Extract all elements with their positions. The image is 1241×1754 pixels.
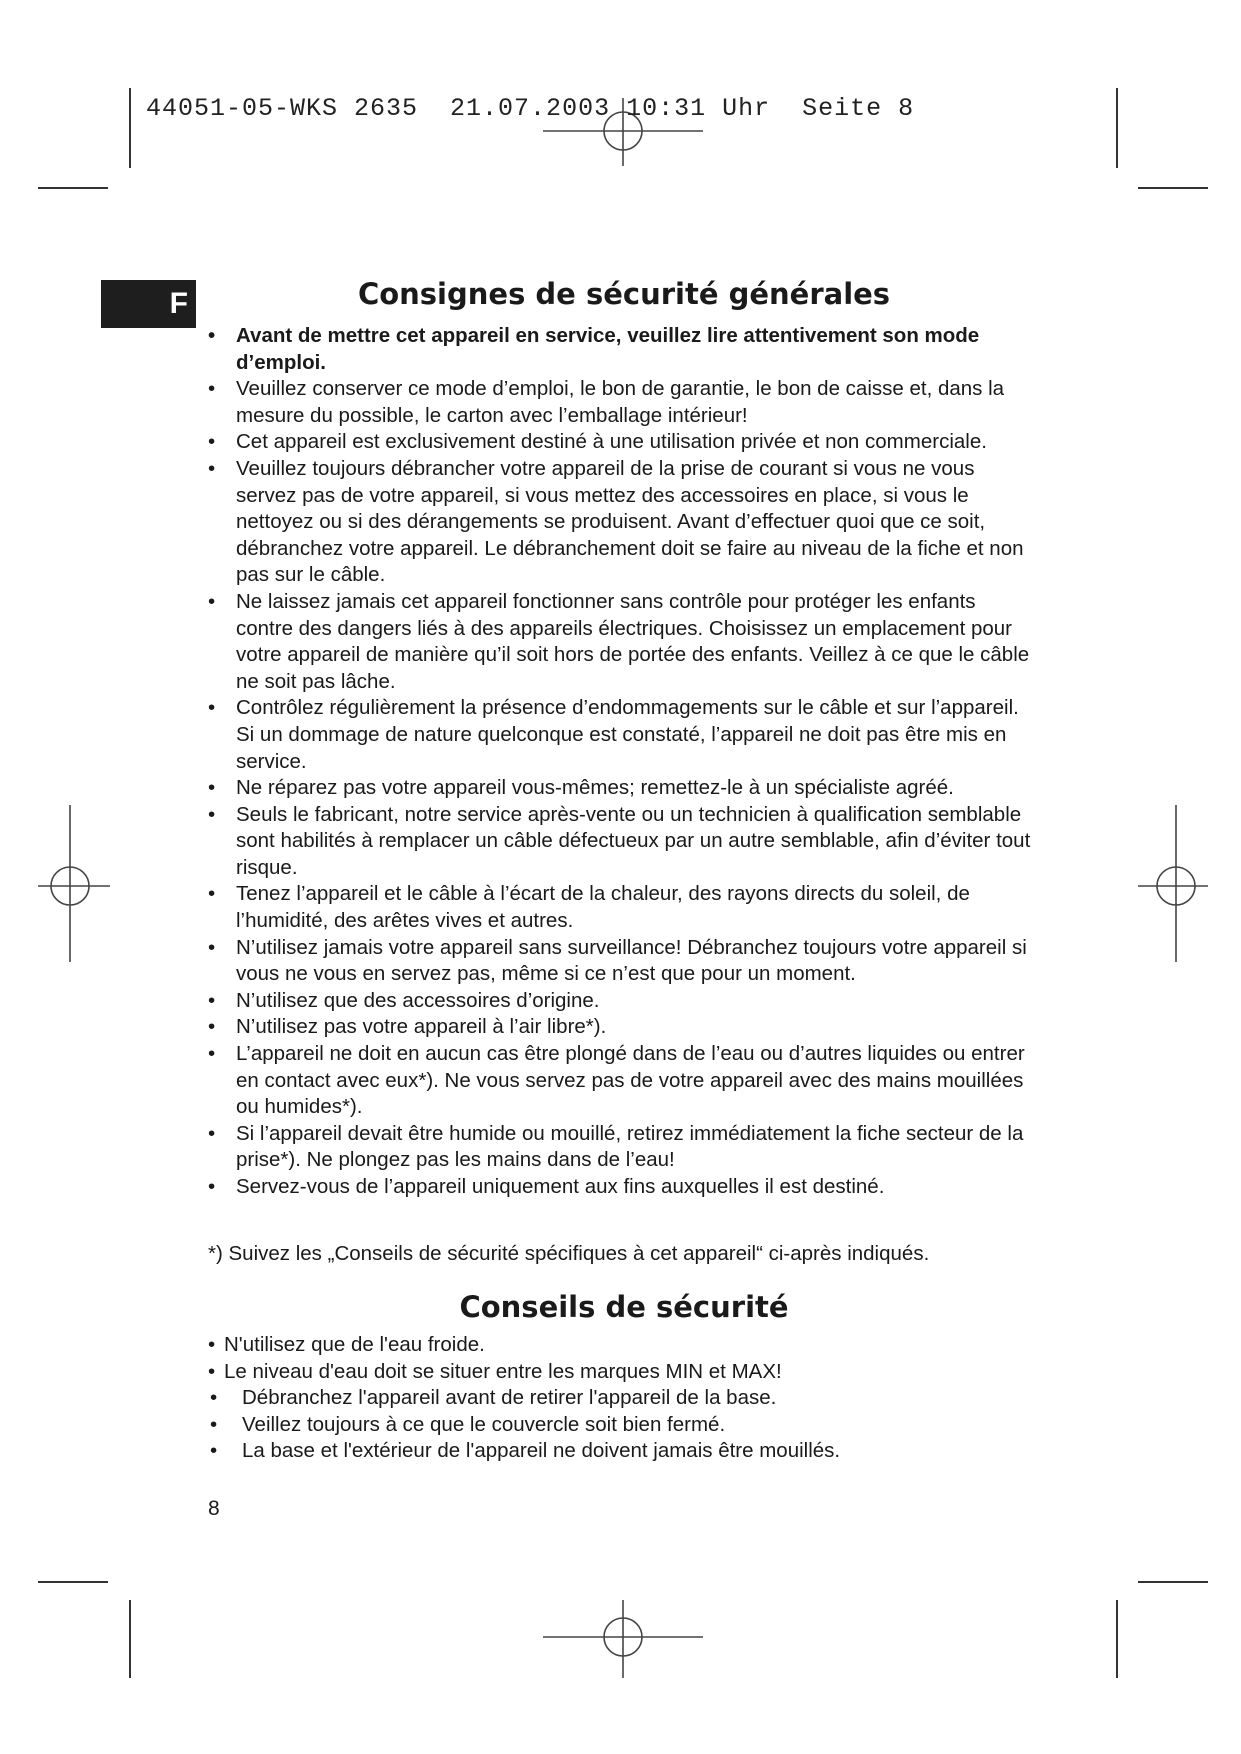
language-tab <box>101 280 196 328</box>
list-item: • Veillez toujours à ce que le couvercle soit bien fermé. <box>208 1412 1038 1439</box>
list-item: • Seuls le fabricant, notre service après-vente ou un technicien à qualification semblable sont habilités à remplacer un câble défectueux par un autre semblable, afin d’éviter tout risque. <box>206 802 1036 882</box>
registration-mark-icon <box>1138 805 1208 962</box>
list-item: • Ne laissez jamais cet appareil fonctionner sans contrôle pour protéger les enfants contre des dangers liés à des appareils électriques. Choisissez un emplacement pour votre appareil de manière qu’il soit hors de portée des enfants. Veillez à ce que le câble ne soit pas lâche. <box>206 589 1036 695</box>
list-item: • La base et l'extérieur de l'appareil ne doivent jamais être mouillés. <box>208 1438 1038 1465</box>
safety-tips-list <box>208 1332 1038 1465</box>
list-item: • Le niveau d'eau doit se situer entre les marques MIN et MAX! <box>208 1359 1038 1386</box>
registration-mark-icon <box>38 805 110 962</box>
section-title-tips: Conseils de sécurité <box>459 1290 789 1324</box>
list-item: • Veuillez toujours débrancher votre appareil de la prise de courant si vous ne vous servez pas de votre appareil, si vous mettez des accessoires en place, si vous le nettoyez ou si des dérangements se produisent. Avant d’effectuer quoi que ce soit, débranchez votre appareil. Le débranchement doit se faire au niveau de la fiche et non pas sur le câble. <box>206 456 1036 589</box>
list-item: • Débranchez l'appareil avant de retirer l'appareil de la base. <box>208 1385 1038 1412</box>
list-item: • Contrôlez régulièrement la présence d’endommagements sur le câble et sur l’appareil. Si un dommage de nature quelconque est constaté, l’appareil ne doit pas être mis en service. <box>206 695 1036 775</box>
list-item: • Veuillez conserver ce mode d’emploi, le bon de garantie, le bon de caisse et, dans la mesure du possible, le carton avec l’emballage intérieur! <box>206 376 1036 429</box>
list-item: • Ne réparez pas votre appareil vous-mêmes; remettez-le à un spécialiste agréé. <box>206 775 1036 802</box>
list-item: • N’utilisez que des accessoires d’origine. <box>206 988 1036 1015</box>
list-item: • Servez-vous de l’appareil uniquement aux fins auxquelles il est destiné. <box>206 1174 1036 1201</box>
print-slug: 44051-05-WKS 2635 21.07.2003 10:31 Uhr Seite 8 <box>146 94 915 123</box>
registration-mark-icon <box>543 1600 703 1678</box>
list-item: • N’utilisez pas votre appareil à l’air libre*). <box>206 1014 1036 1041</box>
general-safety-list <box>206 323 1036 1201</box>
list-item: • Cet appareil est exclusivement destiné à une utilisation privée et non commerciale. <box>206 429 1036 456</box>
footnote: *) Suivez les „Conseils de sécurité spécifiques à cet appareil“ ci-après indiqués. <box>208 1242 930 1265</box>
list-item: • Si l’appareil devait être humide ou mouillé, retirez immédiatement la fiche secteur de la prise*). Ne plongez pas les mains dans de l’eau! <box>206 1121 1036 1174</box>
list-item: • Tenez l’appareil et le câble à l’écart de la chaleur, des rayons directs du soleil, de l’humidité, des arêtes vives et autres. <box>206 881 1036 934</box>
list-item: • L’appareil ne doit en aucun cas être plongé dans de l’eau ou d’autres liquides ou entrer en contact avec eux*). Ne vous servez pas de votre appareil avec des mains mouillées ou humides*). <box>206 1041 1036 1121</box>
page-number: 8 <box>208 1497 220 1520</box>
section-title-general: Consignes de sécurité générales <box>357 277 891 311</box>
list-item: • N’utilisez jamais votre appareil sans surveillance! Débranchez toujours votre appareil si vous ne vous en servez pas, même si ce n’est que pour un moment. <box>206 935 1036 988</box>
list-item: • N'utilisez que de l'eau froide. <box>208 1332 1038 1359</box>
language-tab-label: F <box>169 287 188 320</box>
list-item: • Avant de mettre cet appareil en service, veuillez lire attentivement son mode d’emploi. <box>206 323 1036 376</box>
